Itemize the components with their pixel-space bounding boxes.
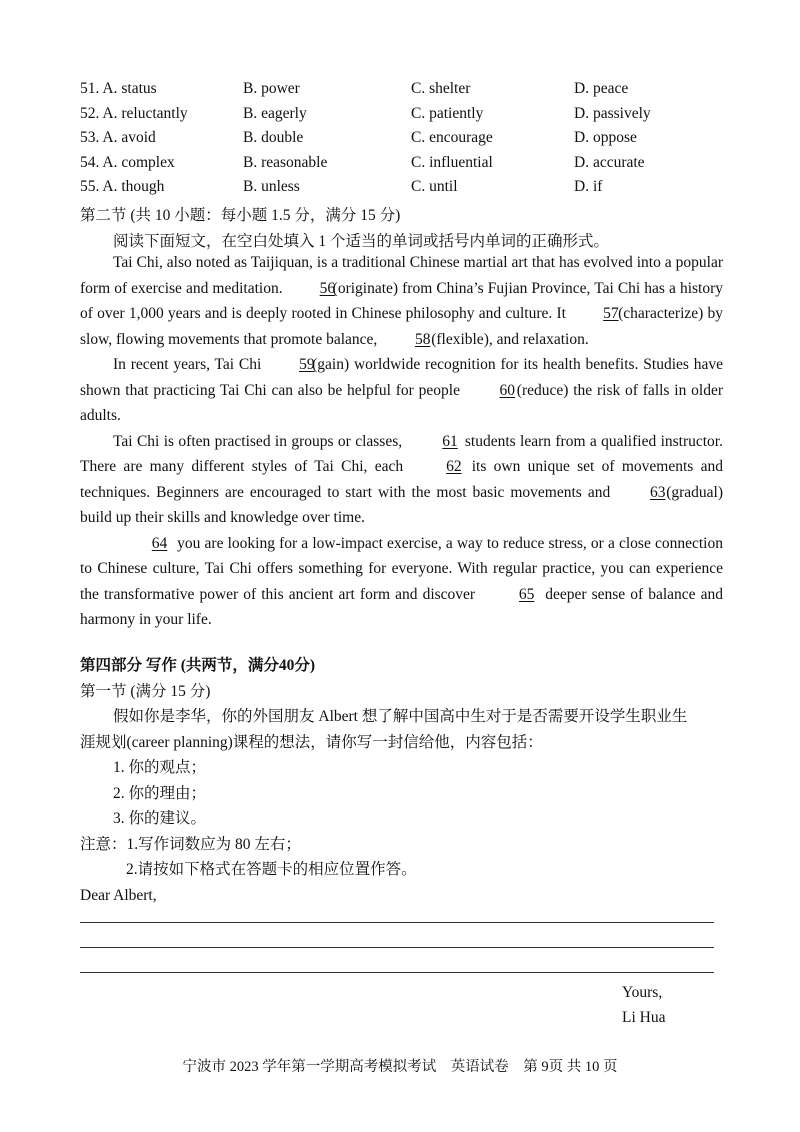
- blank-61[interactable]: 61: [442, 432, 458, 450]
- option-b: B. power: [243, 80, 300, 97]
- passage-paragraph-4: 64 you are looking for a low-impact exercise, a way to reduce stress, or a close connection to Chinese culture, Tai Chi offers something for everyone. With regular practice, you can experience the transformative power of this ancient art form and discover 65 deeper sense of balance and harmony in your life.: [80, 531, 723, 633]
- option-b: B. reasonable: [243, 153, 328, 171]
- choice-options: [80, 76, 740, 199]
- question-number-options: 52. A. reluctantly: [80, 104, 188, 122]
- blank-56[interactable]: 56: [319, 279, 336, 297]
- section2-instruction: 阅读下面短文，在空白处填入 1 个适当的单词或括号内单词的正确形式。: [113, 232, 610, 250]
- blank-58[interactable]: 58: [414, 330, 431, 348]
- option-row-54: [80, 150, 740, 175]
- question-number-options: 53. A. avoid: [80, 129, 156, 146]
- blank-57[interactable]: 57: [603, 305, 619, 322]
- section2-header: [80, 203, 723, 254]
- passage: [80, 250, 723, 633]
- option-d: D. passively: [574, 104, 651, 122]
- question-number-options: 55. A. though: [80, 178, 165, 195]
- option-row-52: [80, 101, 740, 126]
- writing-section: [80, 653, 723, 908]
- part4-subheading: 第一节 (满分 15 分): [80, 682, 211, 700]
- blank-60[interactable]: 60: [499, 381, 516, 399]
- answer-line[interactable]: [80, 947, 714, 948]
- answer-line[interactable]: [80, 922, 714, 923]
- option-b: B. double: [243, 129, 304, 146]
- passage-paragraph-1: Tai Chi, also noted as Taijiquan, is a traditional Chinese martial art that has evolved into a popular form of exercise and meditation. 56(originate) from China’s Fujian Province, Tai Chi has a history of over 1,000 years and is deeply rooted in Chinese philosophy and culture. It 57(characterize) by slow, flowing movements that promote balance, 58(flexible), and relaxation.: [80, 250, 723, 352]
- option-c: C. encourage: [411, 129, 493, 146]
- option-row-53: [80, 125, 740, 150]
- passage-paragraph-3: Tai Chi is often practised in groups or classes, 61 students learn from a qualified instructor. There are many different styles of Tai Chi, each 62 its own unique set of movements and techniques. Beginners are encouraged to start with the most basic movements and 63(gradual) build up their skills and knowledge over time.: [80, 429, 723, 531]
- option-d: D. oppose: [574, 129, 637, 146]
- letter-closing: Yours,: [622, 984, 663, 1001]
- note-line-1: 注意：1.写作词数应为 80 左右；: [80, 835, 301, 853]
- letter-signature: Li Hua: [622, 1009, 666, 1026]
- question-number-options: 54. A. complex: [80, 153, 175, 171]
- option-c: C. influential: [411, 153, 493, 171]
- blank-59[interactable]: 59: [299, 356, 315, 373]
- prompt-item: 1. 你的观点；: [113, 759, 207, 776]
- part4-heading: 第四部分 写作 (共两节，满分40分): [80, 657, 316, 674]
- blank-62[interactable]: 62: [446, 458, 462, 475]
- blank-64[interactable]: 64: [151, 534, 168, 552]
- blank-63[interactable]: 63: [649, 483, 666, 501]
- option-b: B. eagerly: [243, 104, 307, 122]
- option-row-51: [80, 76, 740, 101]
- question-number-options: 51. A. status: [80, 80, 157, 97]
- prompt-item: 2. 你的理由；: [113, 784, 207, 802]
- option-b: B. unless: [243, 178, 300, 195]
- salutation: Dear Albert,: [80, 886, 157, 904]
- prompt-item: 3. 你的建议。: [113, 810, 207, 827]
- page-footer: 宁波市 2023 学年第一学期高考模拟考试 英语试卷 第 9页 共 10 页: [182, 1059, 618, 1075]
- option-c: C. until: [411, 178, 458, 195]
- passage-paragraph-2: In recent years, Tai Chi 59(gain) worldwide recognition for its health benefits. Studies have shown that practicing Tai Chi can also be helpful for people 60 (reduce) the risk of falls in older adults.: [80, 352, 723, 429]
- option-c: C. shelter: [411, 80, 471, 97]
- answer-line[interactable]: [80, 972, 714, 973]
- option-row-55: [80, 174, 740, 199]
- writing-prompt-line-1: 假如你是李华，你的外国朋友 Albert 想了解中国高中生对于是否需要开设学生职业生: [113, 708, 688, 725]
- option-d: D. if: [574, 178, 603, 195]
- option-d: D. peace: [574, 80, 629, 97]
- writing-prompt-line-2: 涯规划(career planning)课程的想法，请你写一封信给他，内容包括：: [80, 733, 543, 751]
- blank-65[interactable]: 65: [518, 585, 535, 603]
- section2-heading: 第二节 (共 10 小题：每小题 1.5 分，满分 15 分): [80, 207, 401, 224]
- option-c: C. patiently: [411, 104, 484, 122]
- note-line-2: 2.请按如下格式在答题卡的相应位置作答。: [126, 861, 417, 878]
- option-d: D. accurate: [574, 153, 645, 171]
